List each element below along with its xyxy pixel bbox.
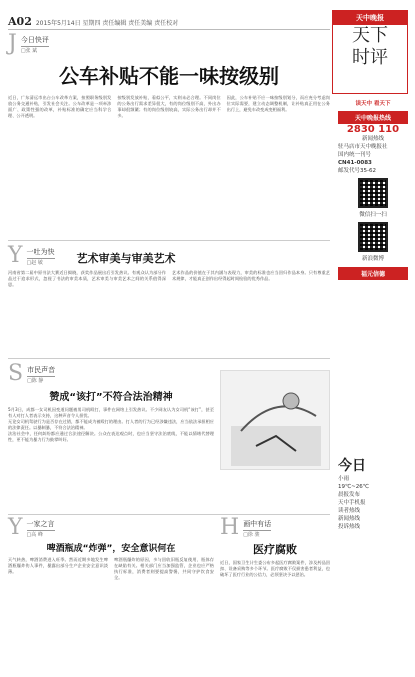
editorial-section: [8, 31, 330, 119]
sidebar-list-item: 晨报发布: [338, 492, 361, 498]
byline: □高 峰: [26, 532, 43, 538]
column-name: 市民声音: [27, 365, 55, 377]
article-body: [8, 407, 214, 443]
section-header: [8, 31, 330, 56]
article-body: [8, 557, 214, 581]
paragraph: 天气转热，啤酒消费进入旺季。然而近期多地发生啤酒瓶爆炸伤人事件，暴露出部分生产企业安全意识淡薄。: [8, 557, 108, 574]
hotline-label: 天中晚报热线: [338, 111, 408, 124]
paragraph: 啤酒瓶爆炸的原因，多与回收旧瓶反复使用、瓶体存在缺陷有关。相关部门应当加强监管，企业也应严格执行标准，消费者则要提高警惕，共同守护饮食安全。: [114, 557, 214, 580]
issn-label: 国内统一刊号: [338, 152, 372, 158]
paragraph: 艺术作品的价值在于其内涵与表现力，审美的标准也应当回归作品本身。只有尊重艺术规律，才能真正创作出经得起时间检验的优秀作品。: [172, 270, 330, 281]
paragraph: 按级别发放补贴，看似公平，实则未必合理。不同岗位的公务出行需求差异很大，有的岗位级别不高，外出办事却很频繁；有的岗位级别较高，实际公务出行却并不多。: [117, 95, 221, 118]
ad-banner: 福元信德: [338, 267, 408, 280]
byline: □徐 骏: [243, 532, 260, 538]
sidebar-list-item: 新闻热线: [338, 516, 361, 522]
page-header: [8, 16, 330, 30]
paragraph: 法治社会中，任何纠纷都应通过合法途径解决。公众在表达观点时，也应当坚守法治底线，不能以情绪代替理性，更不能为暴力行为鼓掌叫好。: [8, 431, 214, 442]
section-header: [220, 515, 330, 540]
section-header: [8, 361, 214, 386]
sidebar-list-item: 读者热线: [338, 508, 361, 514]
qr-caption: 新浪微博: [361, 256, 384, 262]
sidebar: [338, 100, 408, 280]
section-letter: Y: [8, 243, 23, 268]
section-letter: J: [8, 31, 17, 56]
section-header: [8, 243, 330, 268]
headline: 赞成“该打”不符合法治精神: [49, 392, 173, 403]
section-header: [8, 515, 214, 540]
address-line: 驻马店市天中晚报社: [338, 144, 388, 150]
paragraph: 近日，广东清远市出台公车改革方案，按照职务级别发放公务交通补贴，引发社会关注。公车改革是一项牵涉面广、政策性强的改革，补贴标准的确定应当科学合理、公开透明。: [8, 95, 112, 118]
headline: 公车补贴不能一味按级别: [59, 64, 279, 88]
column-name: 画中有话: [243, 519, 271, 531]
section-letter: S: [8, 361, 24, 386]
brand-seal: 天中晚报: [333, 11, 407, 25]
column-name: 一吐为快: [27, 247, 55, 259]
column-section: [8, 243, 330, 288]
divider: [8, 514, 330, 515]
opinion-section: [8, 361, 214, 443]
publication-code: CN41-0083: [338, 160, 372, 166]
headline: 啤酒瓶成“炸弹”，安全意识何在: [46, 544, 176, 554]
sidebar-list-item: 天中手机报: [338, 500, 366, 506]
divider: [8, 358, 330, 359]
section-letter: H: [220, 515, 240, 540]
byline: □张 斌: [20, 48, 38, 54]
paragraph: 无论女司机驾驶行为是否存在过错，都不能成为被殴打的理由。打人者的行为已经涉嫌违法，应当依法承担相应的法律责任。以暴制暴，不符合法治精神。: [8, 419, 214, 430]
weather-description: 小雨: [338, 476, 350, 482]
article-body: [8, 270, 330, 288]
temperature: 19℃~26℃: [338, 484, 369, 490]
qr-caption: 微信扫一扫: [359, 212, 387, 218]
date-line: 2015年5月14日 星期四 责任编辑 责任美编 责任校对: [35, 20, 179, 27]
hotline-number: 2830 110: [346, 124, 400, 135]
section-letter: Y: [8, 515, 23, 540]
cartoon-illustration: [220, 370, 330, 470]
headline: 医疗腐败: [253, 543, 297, 556]
byline: □陈 静: [27, 378, 44, 384]
postal-code: 邮发代号35-62: [338, 168, 376, 174]
sidebar-slogan: 读天中 看天下: [355, 101, 391, 107]
byline: □赵 敏: [26, 260, 43, 266]
cartoon-drawing: [221, 371, 331, 471]
paragraph: 5月3日，成都一女司机因变道问题被男司机殴打，事件在网络上引发热议。不少网友认为女司机“该打”，甚至有人对打人者表示支持，这种声音令人担忧。: [8, 407, 214, 418]
paragraph: 因此，公车补贴不应一味按级别划分，而应充分考虑岗位实际需要，建立动态调整机制，让补贴真正用在公务出行上，避免车改变成变相福利。: [226, 95, 330, 112]
article-body: 近日，国家卫生计生委公布多起医疗腐败案件，涉及药品回扣、设备采购等多个环节。医疗腐败不仅损害患者利益，也破坏了医疗行业的公信力，必须坚决予以惩治。: [220, 560, 330, 577]
sidebar-list-item: 投诉热线: [338, 524, 361, 530]
article-body: [8, 95, 330, 119]
headline: 艺术审美与审美艺术: [76, 252, 176, 265]
weather-box: [338, 455, 408, 531]
column-section: [8, 515, 214, 581]
column-name: 一家之言: [27, 519, 55, 531]
masthead-title-2: 时评: [352, 47, 388, 68]
qr-code-icon: [358, 222, 388, 252]
masthead: [332, 10, 408, 94]
page-number: A02: [8, 15, 32, 28]
hotline-sub: 新闻热线: [361, 136, 384, 142]
qr-code-icon: [358, 178, 388, 208]
column-name: 今日快评: [21, 35, 49, 47]
weather-title: 今日: [338, 458, 366, 474]
cartoon-commentary: [220, 515, 330, 578]
divider: [8, 240, 330, 241]
paragraph: 河南省第二届中原书法大赛近日揭晓，获奖作品展出后引发热议。有观众认为部分作品过于追求形式，忽视了书法的审美本质，艺术审美与审美艺术之间的关系值得深思。: [8, 270, 166, 287]
masthead-title-1: 天下: [352, 25, 388, 46]
